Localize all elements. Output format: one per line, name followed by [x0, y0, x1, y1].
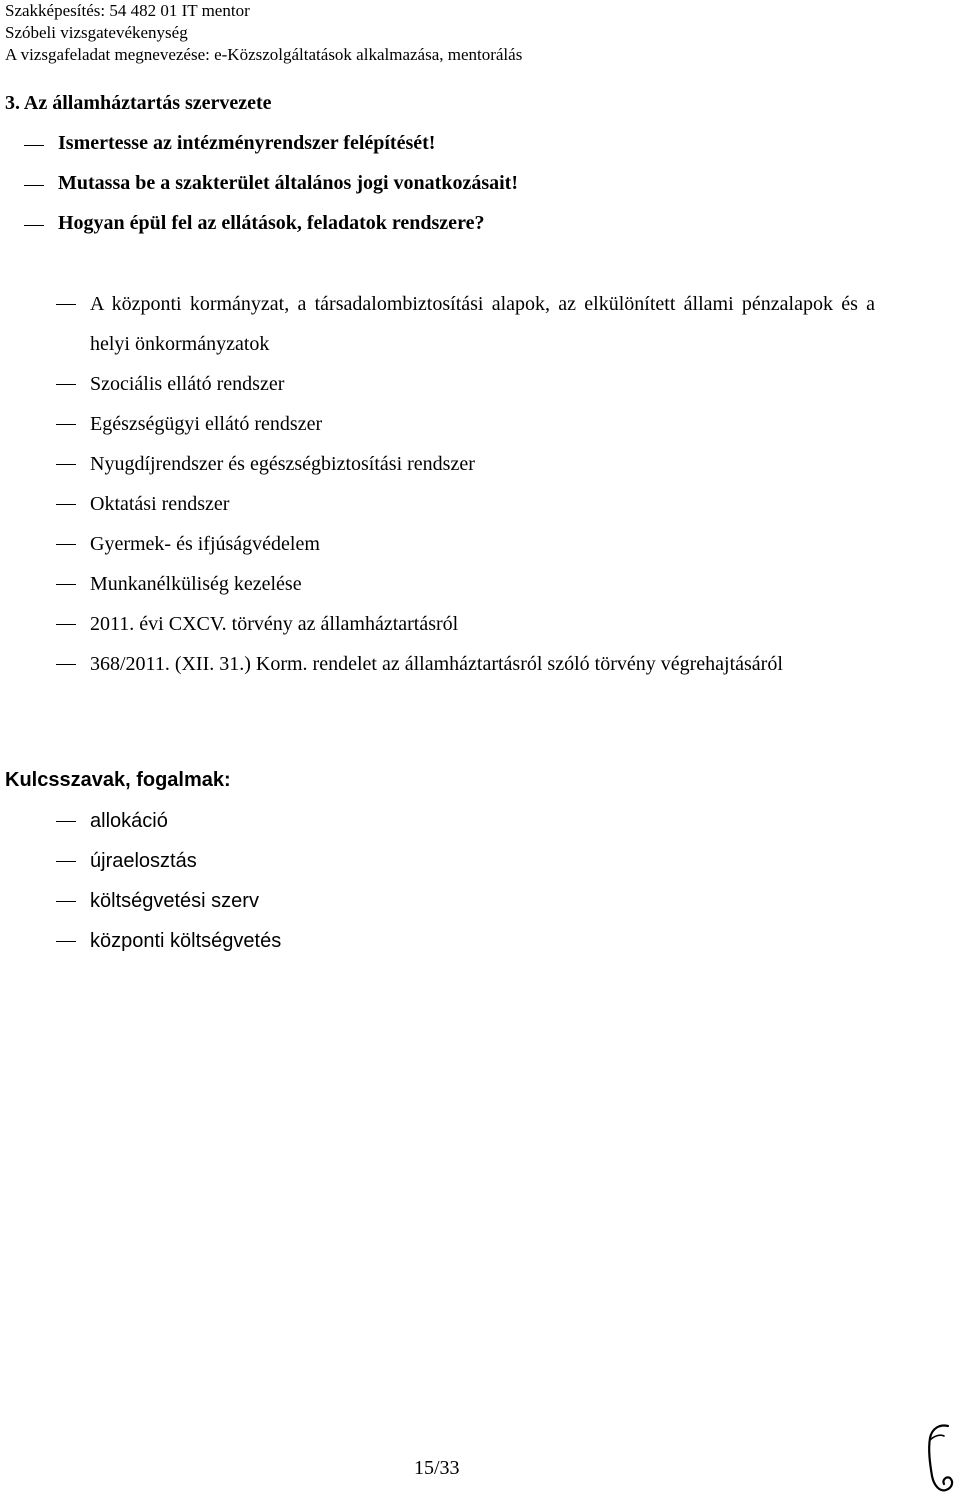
keywords-list: [0, 801, 960, 961]
content-list: [0, 284, 960, 684]
keyword-item: [0, 881, 960, 921]
dash-bullet-icon: [56, 584, 76, 585]
dash-bullet-icon: [56, 304, 76, 305]
header-exam-activity: Szóbeli vizsgatevékenység: [5, 23, 188, 42]
dash-bullet-icon: [56, 624, 76, 625]
content-text: 368/2011. (XII. 31.) Korm. rendelet az államháztartásról szóló törvény végrehajtásáról: [90, 653, 783, 675]
keyword-text: allokáció: [90, 810, 168, 832]
dash-bullet-icon: [56, 821, 76, 822]
task-item: [0, 168, 900, 208]
dash-bullet-icon: [24, 145, 44, 146]
task-list: [0, 128, 900, 248]
content-item: [0, 404, 875, 444]
header-qualification: Szakképesítés: 54 482 01 IT mentor: [5, 1, 250, 20]
content-text: Nyugdíjrendszer és egészségbiztosítási rendszer: [90, 453, 475, 475]
task-text: Hogyan épül fel az ellátások, feladatok rendszere?: [58, 212, 485, 234]
keyword-text: költségvetési szerv: [90, 890, 259, 912]
task-item: [0, 128, 900, 168]
content-item: [0, 284, 875, 364]
task-text: Ismertesse az intézményrendszer felépítését!: [58, 132, 436, 154]
keyword-item: [0, 841, 960, 881]
content-item: [0, 364, 875, 404]
content-item: [0, 444, 875, 484]
content-text: Szociális ellátó rendszer: [90, 373, 285, 395]
content-item: [0, 644, 875, 684]
document-header: [5, 0, 522, 66]
dash-bullet-icon: [56, 941, 76, 942]
question-title: 3. Az államháztartás szervezete: [5, 92, 272, 114]
dash-bullet-icon: [56, 544, 76, 545]
keyword-text: újraelosztás: [90, 850, 197, 872]
keyword-item: [0, 921, 960, 961]
dash-bullet-icon: [56, 464, 76, 465]
task-text: Mutassa be a szakterület általános jogi vonatkozásait!: [58, 172, 518, 194]
header-task-name: A vizsgafeladat megnevezése: e-Közszolgáltatások alkalmazása, mentorálás: [5, 45, 523, 64]
dash-bullet-icon: [56, 424, 76, 425]
content-item: [0, 564, 875, 604]
content-text: Munkanélküliség kezelése: [90, 573, 302, 595]
keyword-text: központi költségvetés: [90, 930, 282, 952]
content-text: Oktatási rendszer: [90, 493, 230, 515]
dash-bullet-icon: [24, 225, 44, 226]
content-text: Egészségügyi ellátó rendszer: [90, 413, 323, 435]
dash-bullet-icon: [56, 664, 76, 665]
content-item: [0, 524, 875, 564]
page-number: 15/33: [414, 1457, 460, 1479]
signature-icon: [918, 1420, 958, 1500]
keyword-item: [0, 801, 960, 841]
dash-bullet-icon: [56, 861, 76, 862]
keywords-title: Kulcsszavak, fogalmak:: [5, 769, 231, 791]
content-text: 2011. évi CXCV. törvény az államháztartásról: [90, 613, 459, 635]
dash-bullet-icon: [24, 185, 44, 186]
dash-bullet-icon: [56, 384, 76, 385]
content-item: [0, 604, 875, 644]
task-item: [0, 208, 900, 248]
dash-bullet-icon: [56, 901, 76, 902]
content-item: [0, 484, 875, 524]
dash-bullet-icon: [56, 504, 76, 505]
content-text: Gyermek- és ifjúságvédelem: [90, 533, 320, 555]
content-text: A központi kormányzat, a társadalombiztosítási alapok, az elkülönített állami pénzalapok és a helyi önkormányzatok: [90, 293, 875, 355]
